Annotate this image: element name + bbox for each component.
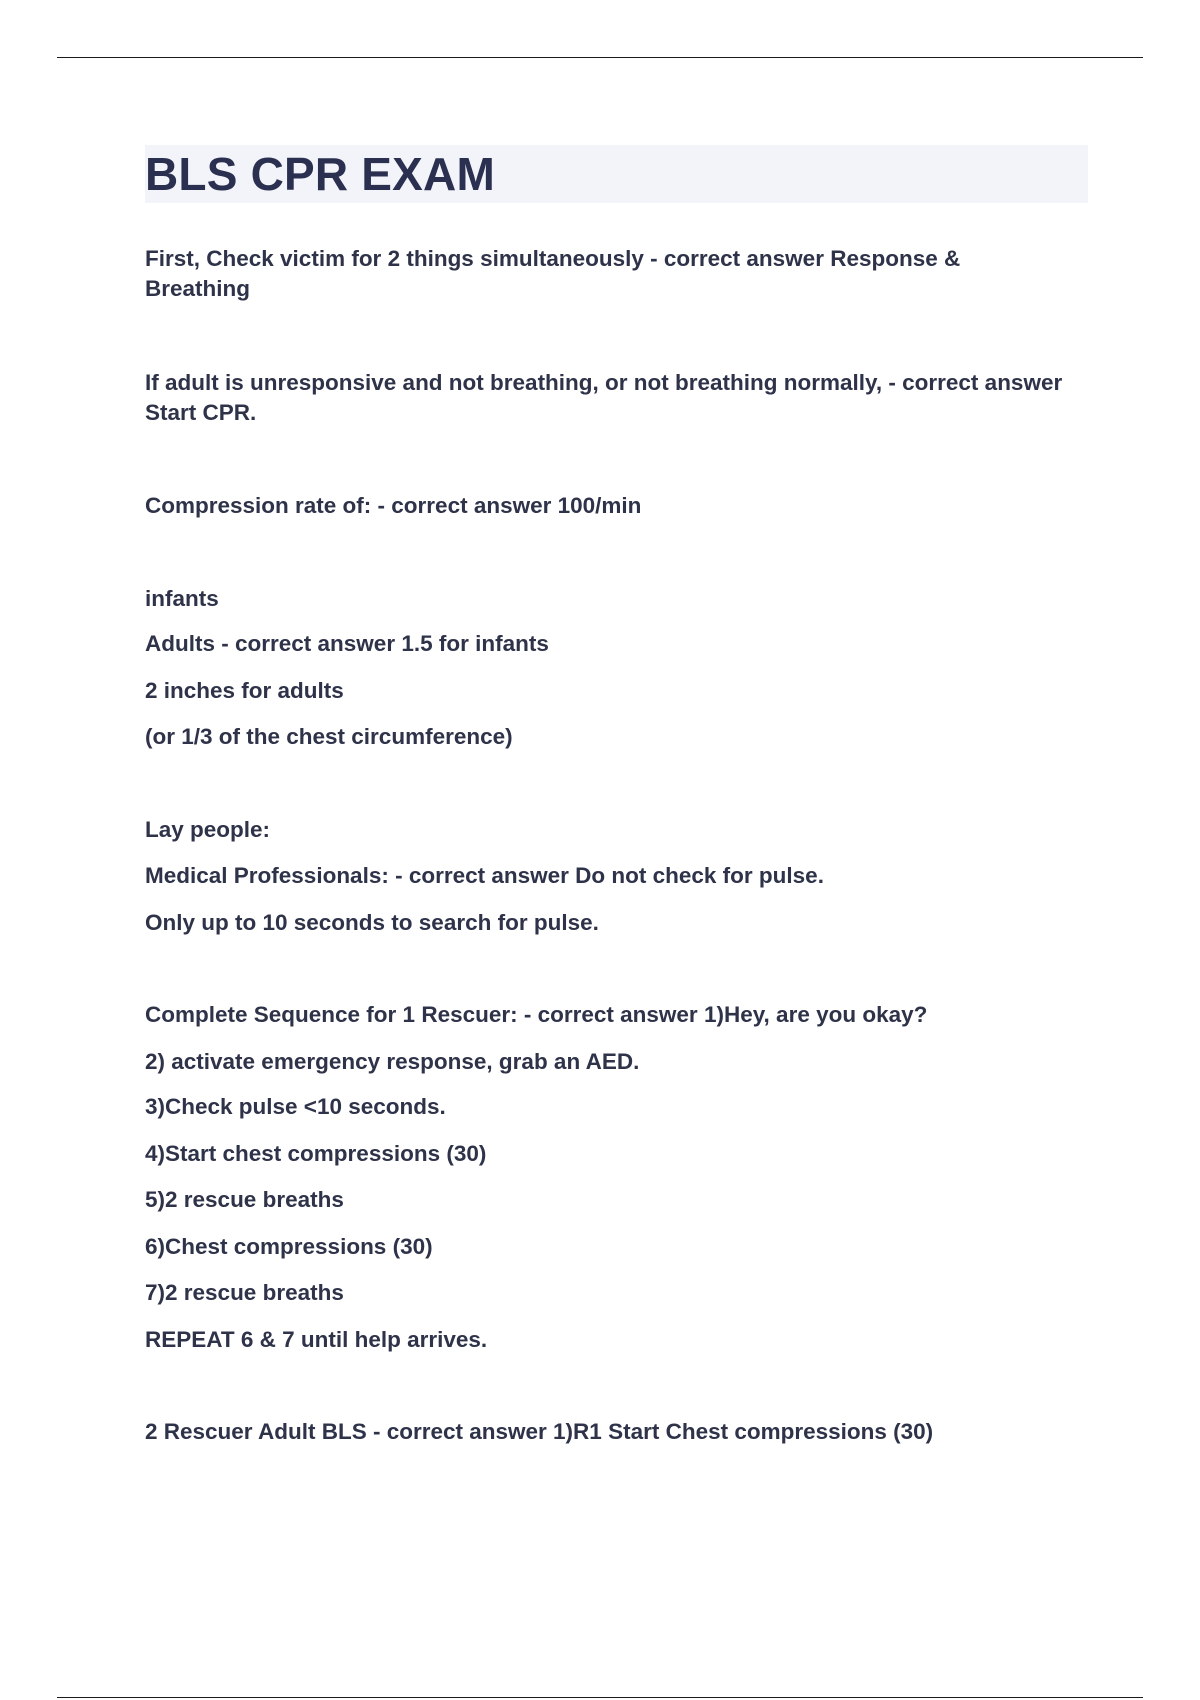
qa-line: 7)2 rescue breaths (145, 1280, 344, 1305)
bottom-rule (57, 1697, 1143, 1698)
qa-item: Compression rate of: - correct answer 100/min (145, 493, 642, 518)
qa-line: 3)Check pulse <10 seconds. (145, 1094, 446, 1119)
qa-line: Lay people: (145, 817, 271, 842)
qa-item: 2 Rescuer Adult BLS - correct answer 1)R1 Start Chest compressions (30) (145, 1419, 934, 1444)
qa-line: 2 inches for adults (145, 678, 344, 703)
qa-line: 5)2 rescue breaths (145, 1187, 344, 1212)
page-title: BLS CPR EXAM (145, 148, 495, 200)
qa-item: If adult is unresponsive and not breathing, or not breathing normally, - correct answer Start CPR. (145, 370, 1063, 425)
qa-item: First, Check victim for 2 things simultaneously - correct answer Response & Breathing (145, 246, 961, 301)
qa-line: REPEAT 6 & 7 until help arrives. (145, 1327, 488, 1352)
qa-line: 6)Chest compressions (30) (145, 1234, 433, 1259)
top-rule (57, 57, 1143, 58)
qa-line: Complete Sequence for 1 Rescuer: - correct answer 1)Hey, are you okay? (145, 1002, 928, 1027)
qa-line: Medical Professionals: - correct answer Do not check for pulse. (145, 863, 824, 888)
qa-line: 4)Start chest compressions (30) (145, 1141, 487, 1166)
qa-line: Adults - correct answer 1.5 for infants (145, 631, 549, 656)
qa-line: infants (145, 586, 219, 611)
qa-line: (or 1/3 of the chest circumference) (145, 724, 513, 749)
qa-line: 2) activate emergency response, grab an AED. (145, 1049, 640, 1074)
qa-line: Only up to 10 seconds to search for pulse. (145, 910, 599, 935)
